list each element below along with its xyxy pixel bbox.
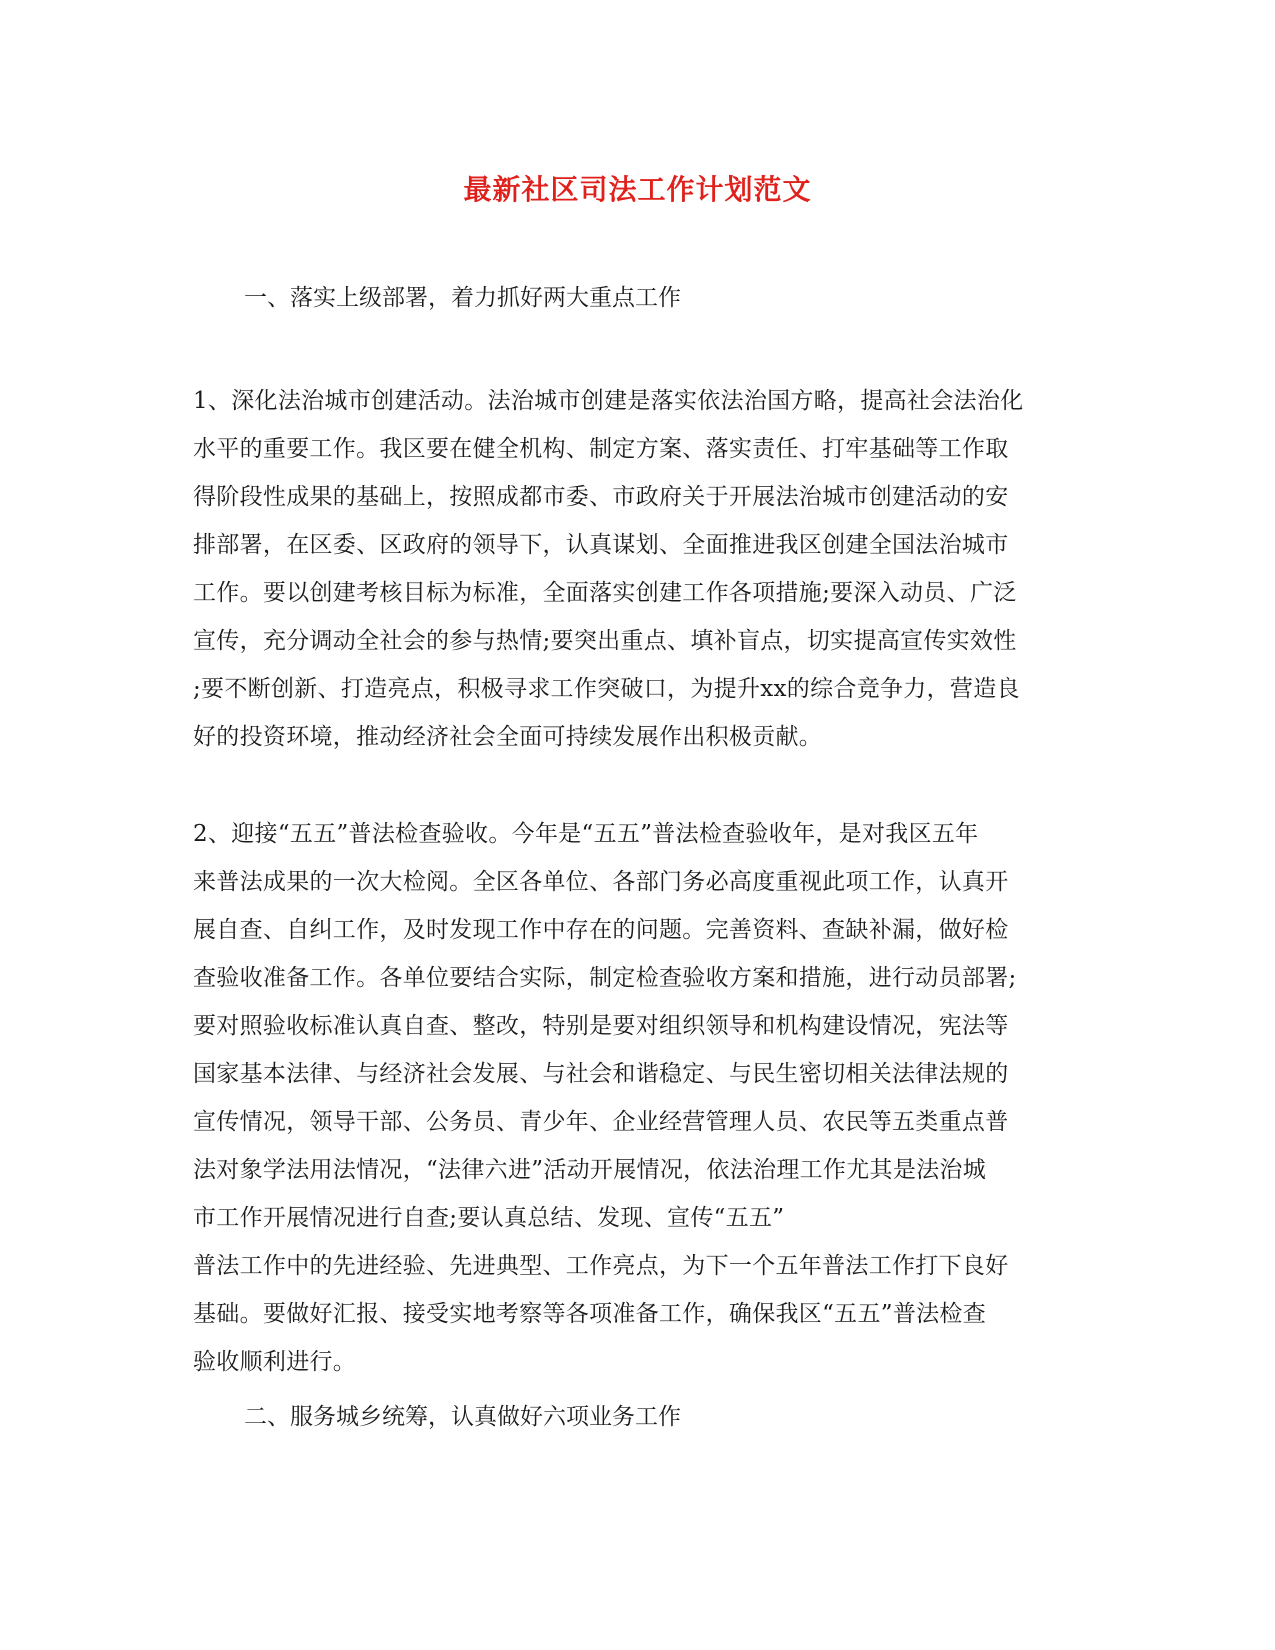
paragraph-line: 展自查、自纠工作，及时发现工作中存在的问题。完善资料、查缺补漏，做好检 (193, 917, 1009, 943)
paragraph-line: ;要不断创新、打造亮点，积极寻求工作突破口，为提升xx的综合竞争力，营造良 (193, 676, 1020, 702)
paragraph-line: 市工作开展情况进行自查;要认真总结、发现、宣传“五五” (193, 1205, 785, 1231)
section-heading-2: 二、服务城乡统筹，认真做好六项业务工作 (244, 1404, 681, 1430)
paragraph-line: 查验收准备工作。各单位要结合实际，制定检查验收方案和措施，进行动员部署; (193, 965, 1017, 991)
paragraph-line: 1、深化法治城市创建活动。法治城市创建是落实依法治国方略，提高社会法治化 (193, 388, 1024, 414)
paragraph-line: 要对照验收标准认真自查、整改，特别是要对组织领导和机构建设情况，宪法等 (193, 1013, 1009, 1039)
paragraph-line: 工作。要以创建考核目标为标准，全面落实创建工作各项措施;要深入动员、广泛 (193, 580, 1017, 606)
paragraph-2 (193, 810, 1083, 1386)
paragraph-line: 宣传情况，领导干部、公务员、青少年、企业经营管理人员、农民等五类重点普 (193, 1109, 1009, 1135)
section-heading-1: 一、落实上级部署，着力抓好两大重点工作 (244, 285, 681, 311)
document-title: 最新社区司法工作计划范文 (463, 173, 812, 206)
paragraph-line: 宣传，充分调动全社会的参与热情;要突出重点、填补盲点，切实提高宣传实效性 (193, 628, 1017, 654)
paragraph-line: 水平的重要工作。我区要在健全机构、制定方案、落实责任、打牢基础等工作取 (193, 436, 1009, 462)
paragraph-line: 基础。要做好汇报、接受实地考察等各项准备工作，确保我区“五五”普法检查 (193, 1301, 987, 1327)
paragraph-line: 2、迎接“五五”普法检查验收。今年是“五五”普法检查验收年，是对我区五年 (193, 821, 979, 847)
paragraph-line: 普法工作中的先进经验、先进典型、工作亮点，为下一个五年普法工作打下良好 (193, 1253, 1009, 1279)
paragraph-line: 好的投资环境，推动经济社会全面可持续发展作出积极贡献。 (193, 724, 823, 750)
paragraph-line: 验收顺利进行。 (193, 1349, 357, 1375)
paragraph-line: 来普法成果的一次大检阅。全区各单位、各部门务必高度重视此项工作，认真开 (193, 869, 1009, 895)
paragraph-line: 得阶段性成果的基础上，按照成都市委、市政府关于开展法治城市创建活动的安 (193, 484, 1009, 510)
paragraph-1 (193, 377, 1083, 761)
paragraph-line: 国家基本法律、与经济社会发展、与社会和谐稳定、与民生密切相关法律法规的 (193, 1061, 1009, 1087)
paragraph-line: 排部署，在区委、区政府的领导下，认真谋划、全面推进我区创建全国法治城市 (193, 532, 1009, 558)
paragraph-line: 法对象学法用法情况，“法律六进”活动开展情况，依法治理工作尤其是法治城 (193, 1157, 987, 1183)
